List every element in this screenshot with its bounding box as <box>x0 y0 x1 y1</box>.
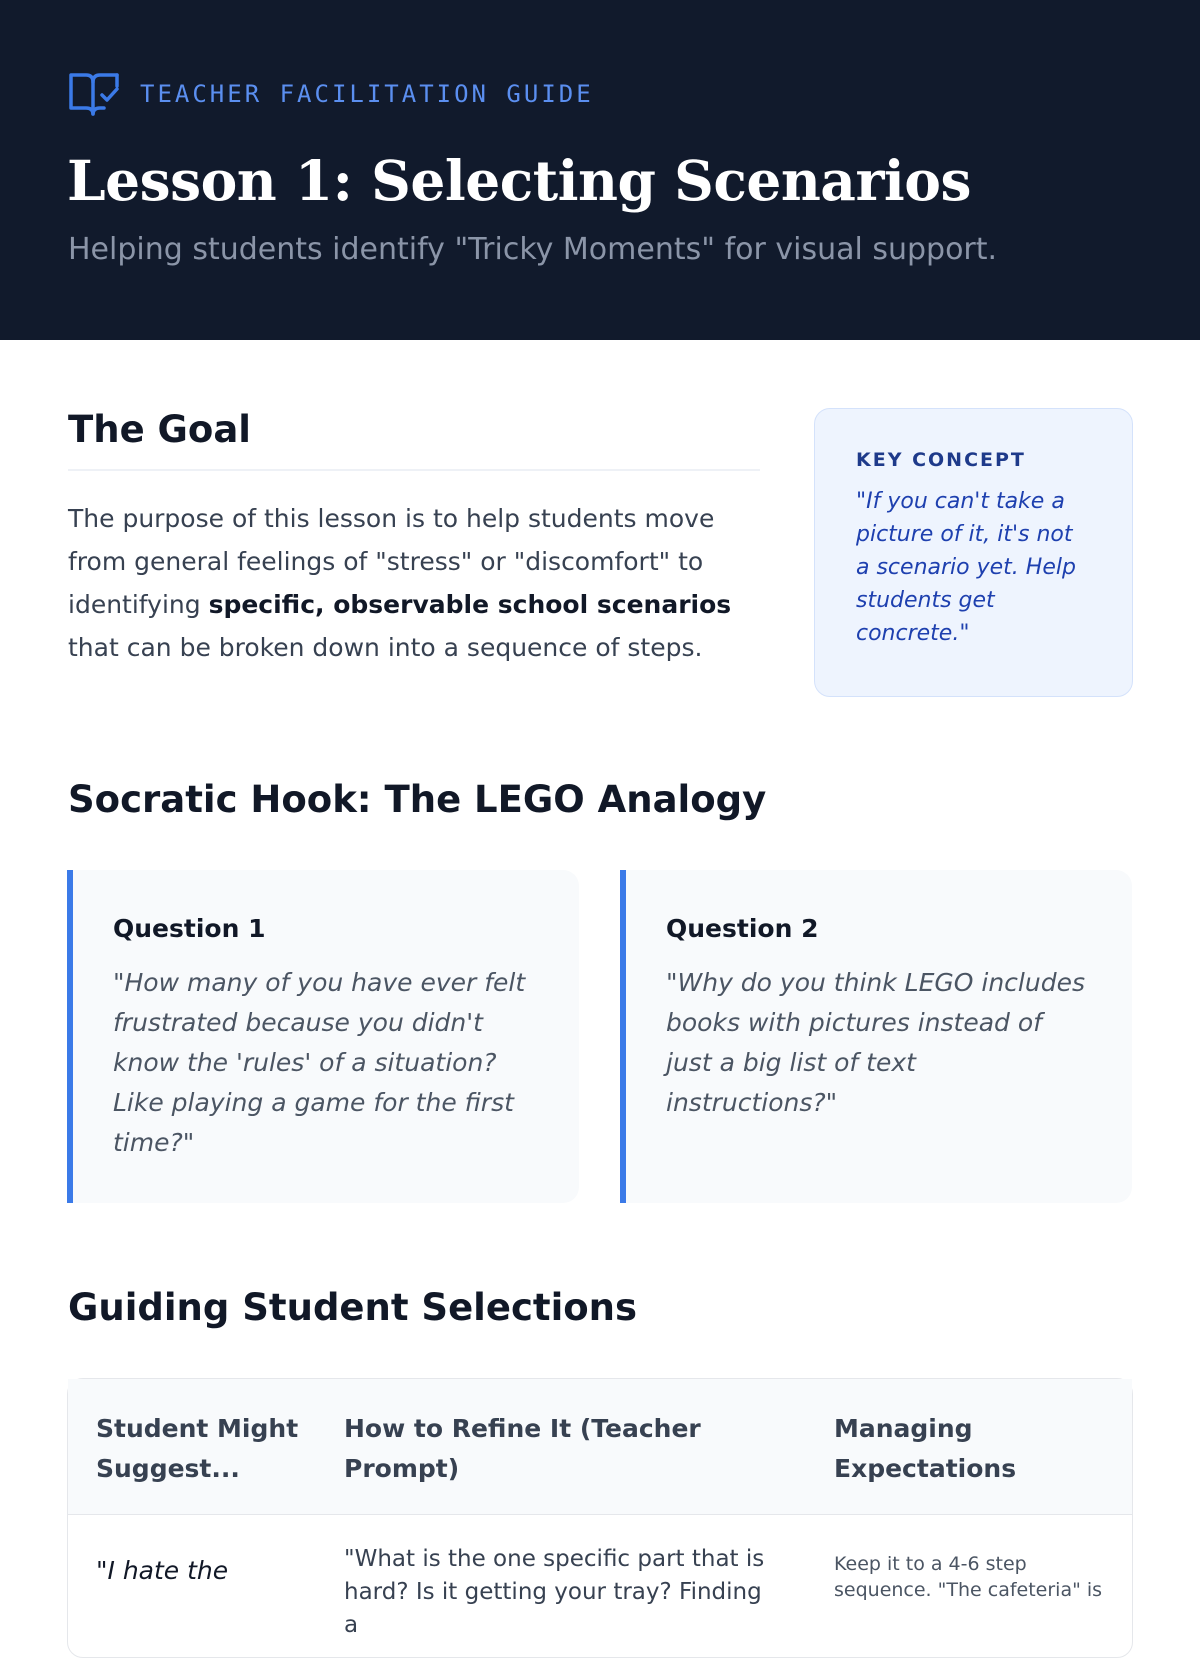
page-subtitle: Helping students identify "Tricky Moments" for visual support. <box>68 232 998 267</box>
page-title: Lesson 1: Selecting Scenarios <box>67 148 971 213</box>
column-header-suggestion: Student Might Suggest... <box>96 1414 299 1483</box>
question-card-2 <box>620 870 1132 1203</box>
column-header-prompt: How to Refine It (Teacher Prompt) <box>344 1414 701 1483</box>
eyebrow <box>68 70 594 118</box>
goal-text <box>68 497 760 669</box>
key-concept-quote: "If you can't take a picture of it, it's not a scenario yet. Help students get concrete." <box>856 489 1076 646</box>
book-check-icon <box>68 70 120 118</box>
goal-text-after: that can be broken down into a sequence of steps. <box>68 633 703 662</box>
cell-suggestion: "I hate the <box>96 1556 229 1585</box>
cell-expectations: Keep it to a 4-6 step sequence. "The cafeteria" is <box>834 1553 1103 1601</box>
hook-heading: Socratic Hook: The LEGO Analogy <box>68 778 767 821</box>
page-header <box>0 0 1200 340</box>
selections-heading: Guiding Student Selections <box>68 1286 638 1329</box>
question-text: "How many of you have ever felt frustrated because you didn't know the 'rules' of a situation? Like playing a game for the first time?" <box>113 968 526 1157</box>
goal-text-before: The purpose of this lesson is to help students move from general feelings of "stress" or "discomfort" to identifying <box>68 504 715 619</box>
column-header-expectations: Managing Expectations <box>834 1414 1017 1483</box>
goal-text-bold: specific, observable school scenarios <box>208 590 732 619</box>
question-title: Question 1 <box>113 914 266 943</box>
question-text: "Why do you think LEGO includes books with pictures instead of just a big list of text instructions?" <box>666 968 1085 1117</box>
question-card-1 <box>67 870 579 1203</box>
goal-heading: The Goal <box>68 408 760 471</box>
eyebrow-label: TEACHER FACILITATION GUIDE <box>140 80 594 108</box>
key-concept-callout <box>814 408 1133 697</box>
table-header <box>68 1379 1132 1515</box>
question-title: Question 2 <box>666 914 819 943</box>
cell-prompt: "What is the one specific part that is hard? Is it getting your tray? Finding a <box>344 1546 765 1638</box>
selections-table <box>67 1378 1133 1658</box>
key-concept-label: KEY CONCEPT <box>856 449 1026 471</box>
goal-section <box>68 408 760 669</box>
